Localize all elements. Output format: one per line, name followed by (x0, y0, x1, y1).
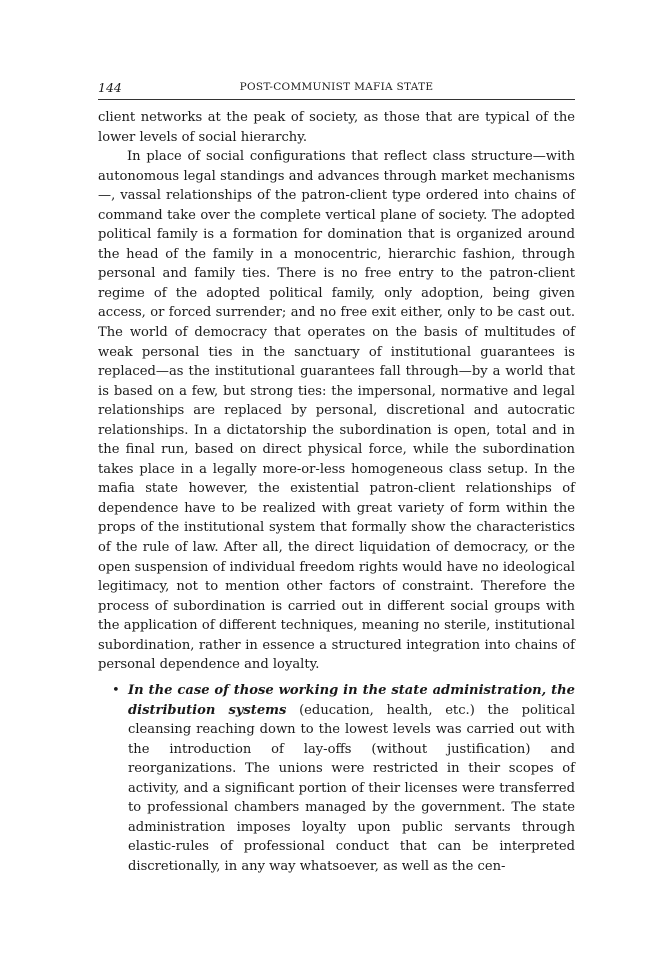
paragraph: client networks at the peak of society, as those that are typical of the lower levels of social hierarchy. (98, 110, 575, 145)
running-head: POST-COMMUNIST MAFIA STATE (239, 81, 434, 93)
bullet-lead-text: In the case of those working in the state administration, the distribution systems (128, 683, 575, 718)
bullet-list (98, 681, 575, 876)
header-rule (98, 99, 575, 100)
bullet-item (98, 681, 575, 876)
page-header (98, 80, 575, 98)
bullet-text: (education, health, etc.) the political cleansing reaching down to the lowest levels was carried out with the introduction of lay-offs (without justification) and reorganizations. The unions were restricted in their scopes of activity, and a significant portion of their licenses were transferred to professional chambers managed by the government. The state administration imposes loyalty upon public servants through elastic-rules of professional conduct that can be interpreted discretionally, in any way whatsoever, as well as the cen- (128, 702, 576, 874)
page-number: 144 (98, 80, 122, 95)
bullet-marker: • (112, 683, 120, 698)
body-text (98, 108, 575, 675)
paragraph: In place of social configurations that reflect class structure—with autonomous legal standings and advances through market mechanisms—, vassal relationships of the patron-client type ordered into chains of command take over the complete vertical plane of society. The adopted political family is a formation for domination that is organized around the head of the family in a monocentric, hierarchic fashion, through personal and family ties. There is no free entry to the patron-client regime of the adopted political family, only adoption, being given access, or forced surrender; and no free exit either, only to be cast out. The world of democracy that operates on the basis of multitudes of weak personal ties in the sanctuary of institutional guarantees is replaced—as the institutional guarantees fall through—by a world that is based on a few, but strong ties: the impersonal, normative and legal relationships are replaced by personal, discretional and autocratic relationships. In a dictatorship the subordination is open, total and in the final run, based on direct physical force, while the subordination takes place in a legally more-or-less homogeneous class setup. In the mafia state however, the existential patron-client relationships of dependence have to be realized with great variety of form within the props of the institutional system that formally show the characteristics of the rule of law. After all, the direct liquidation of democracy, or the open suspension of individual freedom rights would have no ideological legitimacy, not to mention other factors of constraint. Therefore the process of subordination is carried out in different social groups with the application of different techniques, meaning no sterile, institutional subordination, rather in essence a structured integration into chains of personal dependence and loyalty. (98, 149, 575, 673)
